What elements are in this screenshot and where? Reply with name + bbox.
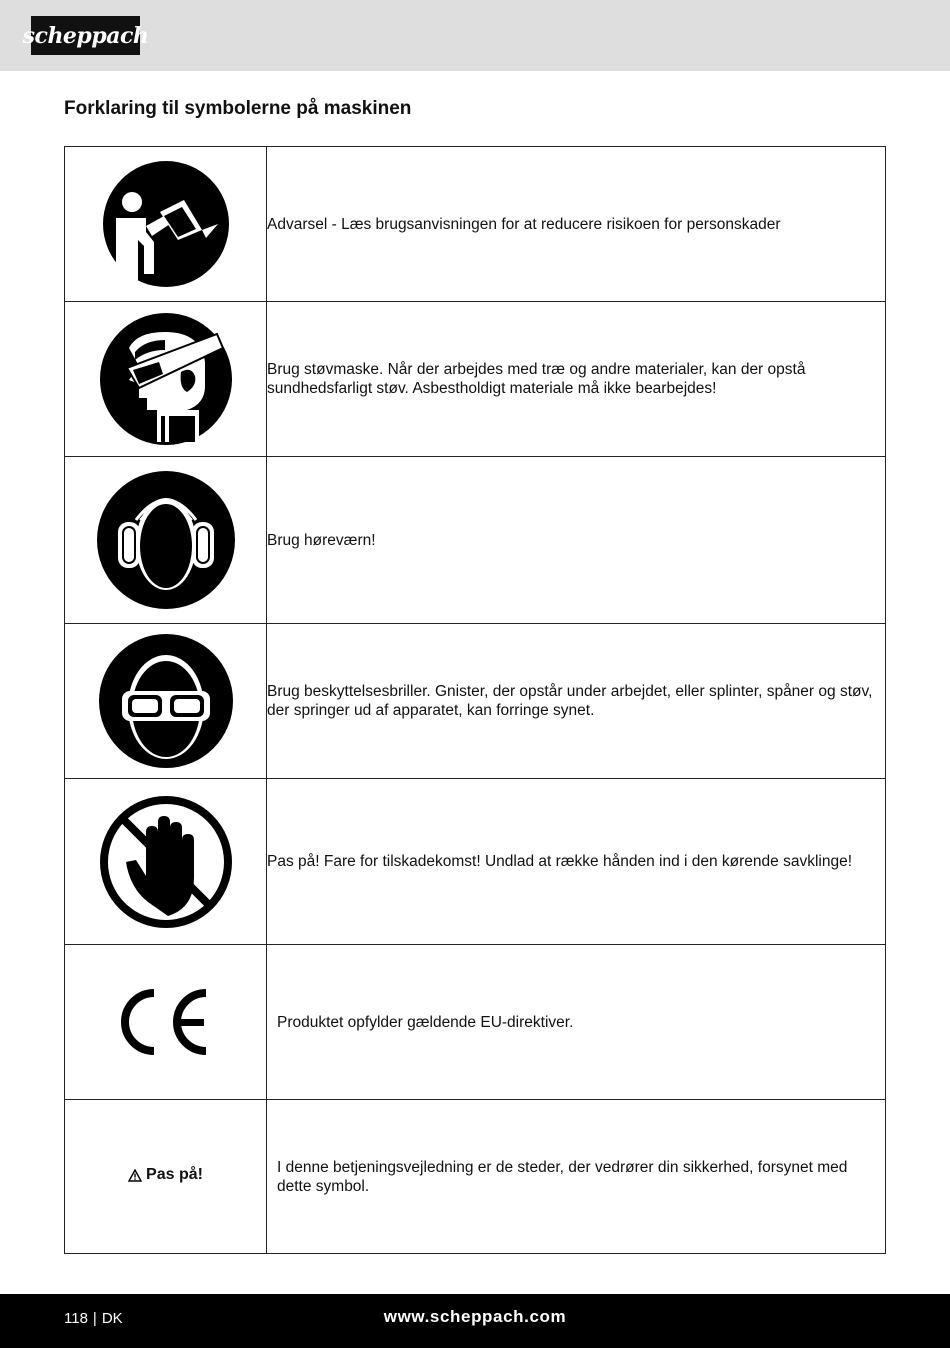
table-row xyxy=(65,1100,886,1254)
table-row xyxy=(65,147,886,302)
warning-text: Pas på! xyxy=(146,1166,203,1184)
page-number: 118 xyxy=(64,1310,88,1327)
table-row xyxy=(65,457,886,624)
icon-cell xyxy=(65,945,267,1100)
footer-url: www.scheppach.com xyxy=(383,1307,567,1326)
ear-protection-icon xyxy=(96,470,236,610)
warning-label xyxy=(128,1166,203,1184)
icon-cell xyxy=(65,302,267,457)
header-band xyxy=(0,0,950,71)
read-manual-icon xyxy=(102,160,230,288)
row-text: Brug støvmaske. Når der arbejdes med træ og andre materialer, kan der opstå sundhedsfarligt støv. Asbestholdigt materiale må ikke bearbejdes! xyxy=(267,302,886,457)
language-code: DK xyxy=(101,1310,123,1327)
footer-separator: | xyxy=(92,1310,97,1327)
row-text: Brug beskyttelsesbriller. Gnister, der opstår under arbejdet, eller splinter, spåner og støv, der springer ud af apparatet, kan forringe synet. xyxy=(267,624,886,779)
icon-cell xyxy=(65,457,267,624)
ce-mark-icon xyxy=(118,987,214,1057)
row-text: Pas på! Fare for tilskadekomst! Undlad at række hånden ind i den kørende savklinge! xyxy=(267,779,886,945)
icon-cell xyxy=(65,624,267,779)
safety-goggles-icon xyxy=(98,633,234,769)
table-row xyxy=(65,779,886,945)
icon-cell xyxy=(65,779,267,945)
row-text: I denne betjeningsvejledning er de steder, der vedrører din sikkerhed, forsynet med dette symbol. xyxy=(267,1100,886,1254)
icon-cell xyxy=(65,1100,267,1254)
table-row xyxy=(65,945,886,1100)
icon-cell xyxy=(65,147,267,302)
table-row xyxy=(65,302,886,457)
scheppach-logo: scheppach xyxy=(31,16,140,55)
dust-mask-icon xyxy=(99,312,233,446)
no-hand-icon xyxy=(98,794,234,930)
row-text: Brug høreværn! xyxy=(267,457,886,624)
footer xyxy=(0,1294,950,1348)
row-text: Produktet opfylder gældende EU-direktiver. xyxy=(267,945,886,1100)
symbol-table xyxy=(64,146,886,1254)
row-text: Advarsel - Læs brugsanvisningen for at reducere risikoen for personskader xyxy=(267,147,886,302)
page-title: Forklaring til symbolerne på maskinen xyxy=(64,98,412,119)
table-row xyxy=(65,624,886,779)
warning-triangle-icon xyxy=(128,1169,142,1182)
